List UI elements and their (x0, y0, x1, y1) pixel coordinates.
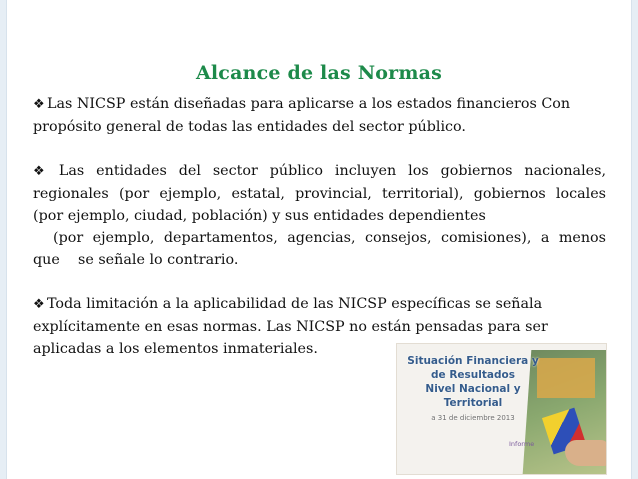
paragraph-line: ❖ Las entidades del sector público incluyen los gobiernos nacionales, (33, 160, 606, 183)
paragraph-line: explícitamente en esas normas. Las NICSP no están pensadas para ser (33, 319, 548, 335)
slide-body (33, 93, 606, 382)
paragraph-line: (por ejemplo, ciudad, población) y sus entidades dependientes (33, 208, 486, 224)
diamond-bullet-icon: ❖ (33, 97, 45, 112)
image-note: Informe (509, 440, 535, 448)
paragraph-line: ❖ Toda limitación a la aplicabilidad de las NICSP específicas se señala (33, 293, 606, 316)
diamond-bullet-icon: ❖ (33, 297, 45, 312)
cover-band (537, 358, 595, 398)
paragraph-line: (por ejemplo, departamentos, agencias, consejos, comisiones), a menos (53, 230, 606, 246)
paragraph-line: que se señale lo contrario. (33, 252, 239, 268)
slide-title: Alcance de las Normas (195, 62, 443, 84)
paragraph-line: regionales (por ejemplo, estatal, provincial, territorial), gobiernos locales (33, 186, 606, 202)
paragraph-line: aplicadas a los elementos inmateriales. (33, 341, 318, 357)
paragraph-entities (33, 160, 606, 271)
hand-icon (565, 440, 607, 466)
paragraph-line: propósito general de todas las entidades del sector público. (33, 119, 466, 135)
image-caption: Situación Financiera y de Resultados Nivel Nacional y Territorial a 31 de diciembre 2013 (403, 354, 543, 425)
report-cover-image (396, 343, 607, 475)
diamond-bullet-icon: ❖ (33, 164, 45, 179)
paragraph-line: ❖ Las NICSP están diseñadas para aplicarse a los estados financieros Con (33, 93, 606, 116)
paragraph-scope (33, 93, 606, 138)
image-date: a 31 de diciembre 2013 (431, 414, 515, 422)
